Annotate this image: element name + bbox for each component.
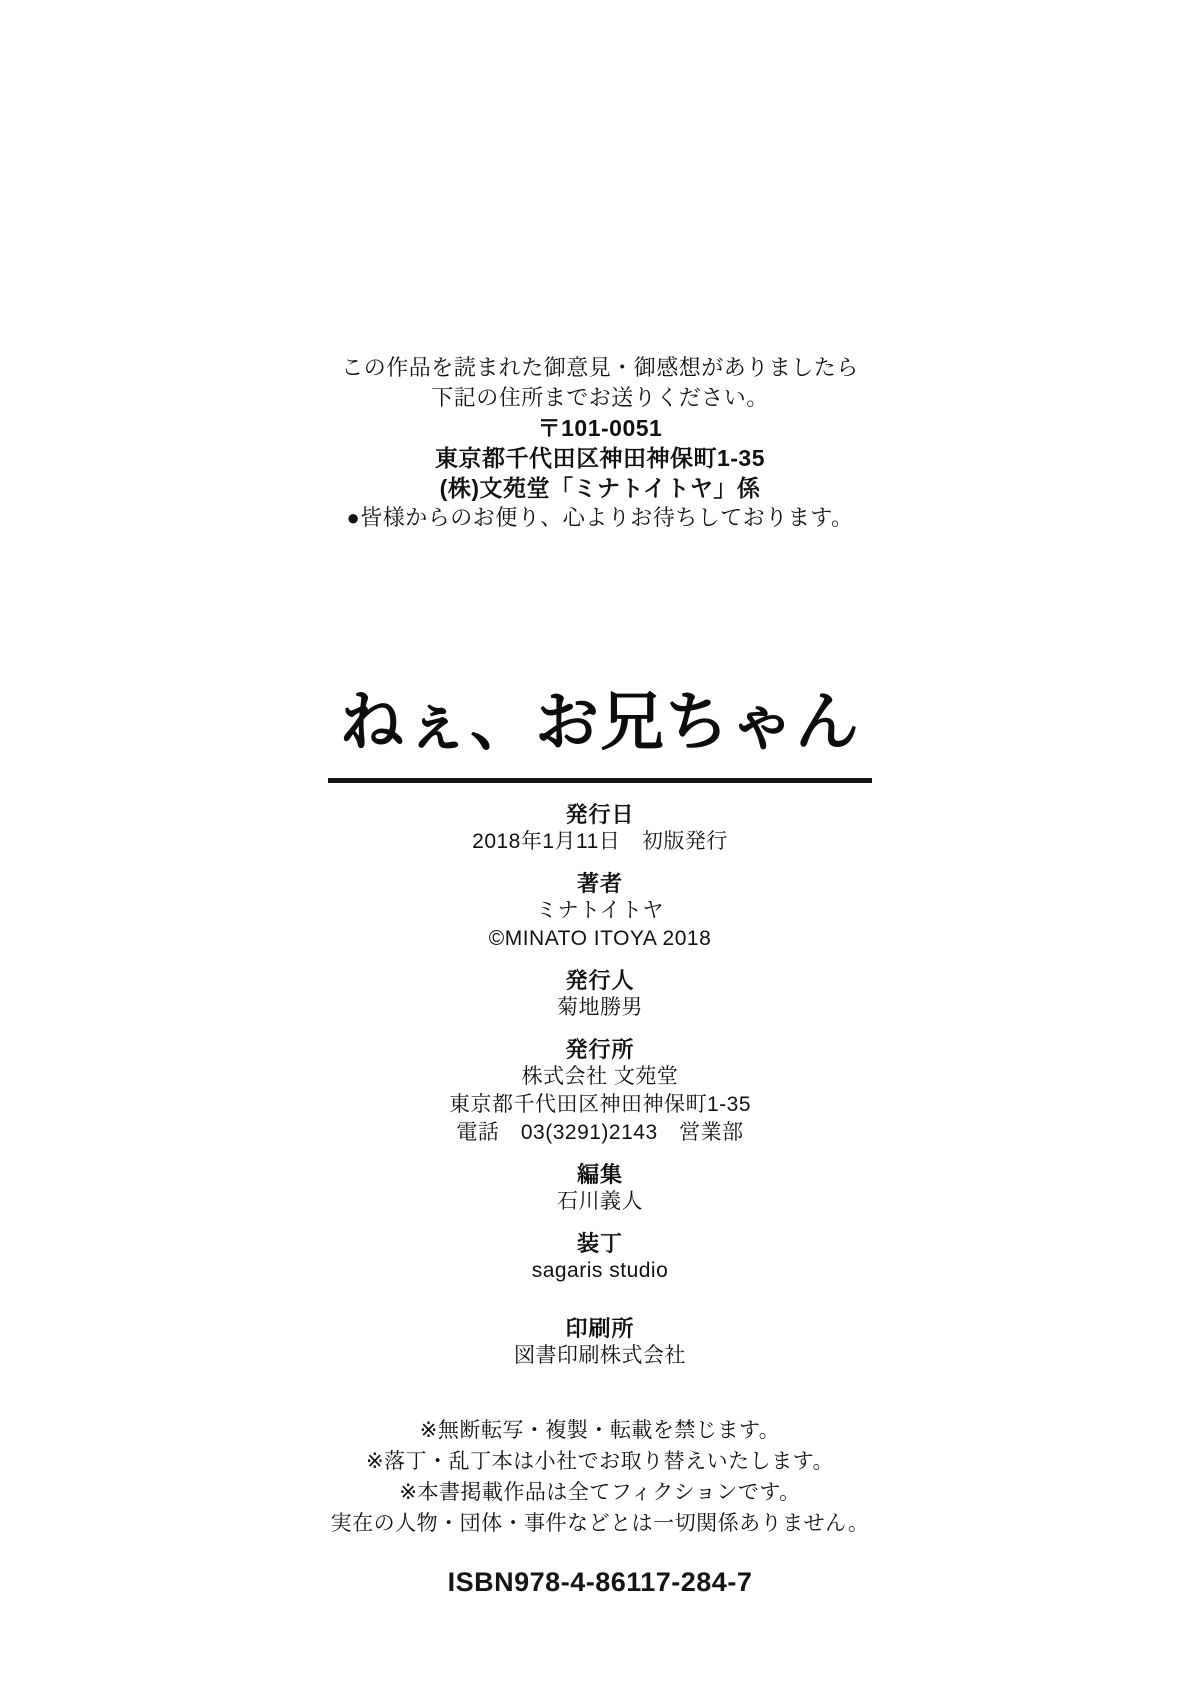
notice-line: ※本書掲載作品は全てフィクションです。 [399,1481,801,1504]
feedback-intro-line-2: 下記の住所までお送りください。 [431,385,769,410]
title-underline [328,778,872,783]
entry-label: 編集 [576,1162,623,1187]
entry-label: 装丁 [576,1231,623,1256]
entry-line: sagaris studio [531,1259,669,1282]
phone-line: 電話 03(3291)2143 営業部 [456,1121,744,1144]
entry-line: 石川義人 [557,1190,643,1213]
entry-label: 発行所 [565,1037,635,1062]
reader-feedback-block [0,353,1200,533]
legal-notices-block [0,1415,1200,1539]
entry-line: 菊地勝男 [557,996,643,1019]
colophon-entry-publication-date [0,801,1200,856]
copyright-line: ©MINATO ITOYA 2018 [488,927,712,950]
entry-label: 印刷所 [565,1316,635,1341]
isbn: ISBN978-4-86117-284-7 [447,1567,753,1597]
entry-line: 2018年1月11日 初版発行 [472,830,728,853]
notice-line: ※無断転写・複製・転載を禁じます。 [419,1419,781,1442]
entry-line: 図書印刷株式会社 [514,1344,686,1367]
entry-label: 著者 [576,871,623,896]
notice-line: ※落丁・乱丁本は小社でお取り替えいたします。 [366,1450,834,1473]
title-block [0,680,1200,783]
notice-line: 実在の人物・団体・事件などとは一切関係ありません。 [330,1512,870,1535]
colophon-entry-design [0,1230,1200,1285]
colophon-entry-author [0,870,1200,953]
feedback-note: ●皆様からのお便り、心よりお待ちしております。 [346,505,854,530]
entry-label: 発行人 [565,968,635,993]
feedback-intro-line-1: この作品を読まれた御意見・御感想がありましたら [341,355,859,380]
colophon-entry-publishing-house [0,1036,1200,1147]
book-title: ねぇ、お兄ちゃん [340,685,860,760]
entry-label: 発行日 [565,802,635,827]
colophon-entry-publisher-person [0,967,1200,1022]
publisher-address: 東京都千代田区神田神保町1-35 [434,445,766,471]
colophon-block [0,801,1200,1598]
entry-line: ミナトイトヤ [536,899,664,922]
entry-line: 株式会社 文苑堂 [521,1065,679,1088]
colophon-entry-editor [0,1161,1200,1216]
mail-recipient: (株)文苑堂「ミナトイトヤ」係 [439,475,761,501]
colophon-entry-printer [0,1315,1200,1370]
postal-code: 〒101-0051 [537,415,663,441]
entry-line: 東京都千代田区神田神保町1-35 [448,1093,752,1116]
